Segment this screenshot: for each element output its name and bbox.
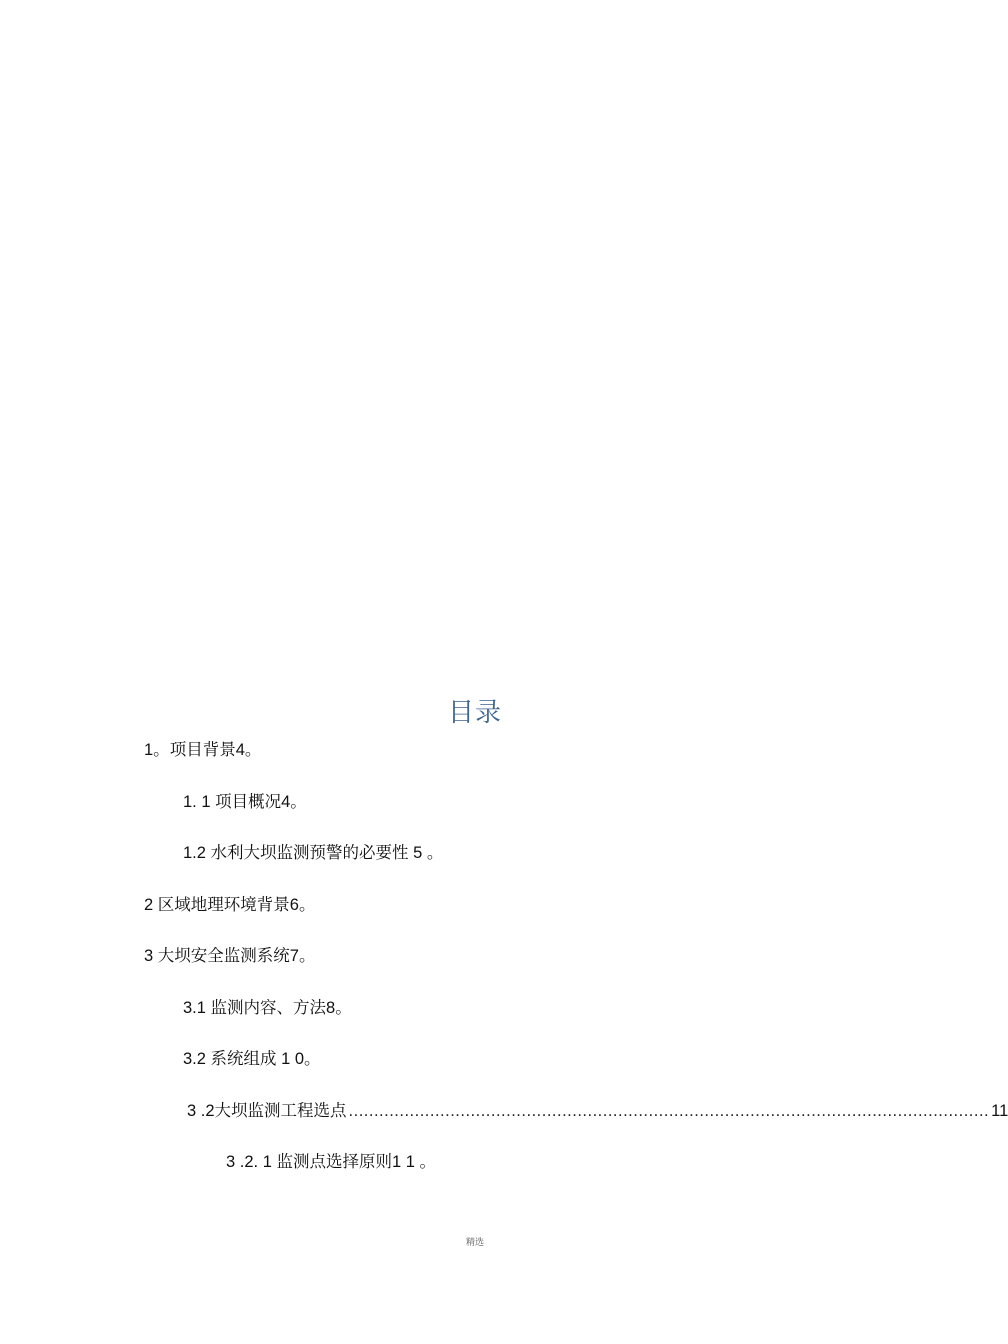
toc-entry-3-2[interactable]	[183, 1049, 321, 1069]
toc-entry-1-1[interactable]	[183, 792, 307, 812]
toc-entry-number: 2	[144, 896, 158, 914]
toc-entry-page: 6。	[289, 896, 316, 914]
toc-entry-page: 1 1 。	[391, 1153, 436, 1171]
toc-entry-number: 3	[144, 947, 158, 965]
toc-entry-number: 1。	[144, 741, 170, 759]
toc-entry-number: 3.2	[183, 1050, 211, 1068]
toc-entry-3-1[interactable]	[183, 998, 352, 1018]
toc-entry-number: 3 .2. 1	[226, 1153, 277, 1171]
toc-entry-1-2[interactable]	[183, 843, 443, 863]
toc-entry-3-2-1[interactable]	[226, 1152, 436, 1172]
toc-entry-text: 系统组成	[210, 1049, 277, 1068]
toc-entry-text: 水利大坝监测预警的必要性	[210, 843, 409, 862]
toc-entry-number: 3 .2	[187, 1102, 215, 1120]
toc-entry-page: 4。	[281, 793, 307, 811]
toc-dot-leader: ..............................................................................................................................	[348, 1102, 990, 1120]
toc-entry-2[interactable]	[144, 895, 315, 915]
toc-entry-page: 1 0。	[276, 1050, 321, 1068]
toc-title: 目录	[447, 698, 502, 728]
toc-entry-3[interactable]	[144, 946, 315, 966]
toc-entry-page: 8。	[326, 999, 352, 1017]
toc-entry-text: 区域地理环境背景	[157, 895, 290, 914]
toc-entry-page: 11	[991, 1102, 1008, 1120]
toc-entry-text: 监测内容、方法	[210, 998, 327, 1017]
toc-entry-number: 1.2	[183, 844, 211, 862]
toc-entry-text: 项目背景	[169, 740, 236, 759]
toc-entry-1[interactable]	[144, 740, 261, 760]
toc-entry-page: 7。	[289, 947, 316, 965]
toc-entry-number: 1. 1	[183, 793, 216, 811]
toc-entry-text: 监测点选择原则	[276, 1152, 392, 1171]
toc-entry-number: 3.1	[183, 999, 211, 1017]
toc-entry-text: 大坝安全监测系统	[157, 946, 290, 965]
page-footer: 精选	[465, 1238, 484, 1248]
toc-entry-3-2-dam[interactable]	[187, 1101, 1008, 1121]
toc-entry-text: 项目概况	[215, 792, 282, 811]
toc-entry-page: 5 。	[408, 844, 444, 862]
toc-entry-page: 4。	[235, 741, 262, 759]
toc-entry-text: 大坝监测工程选点	[214, 1101, 347, 1120]
